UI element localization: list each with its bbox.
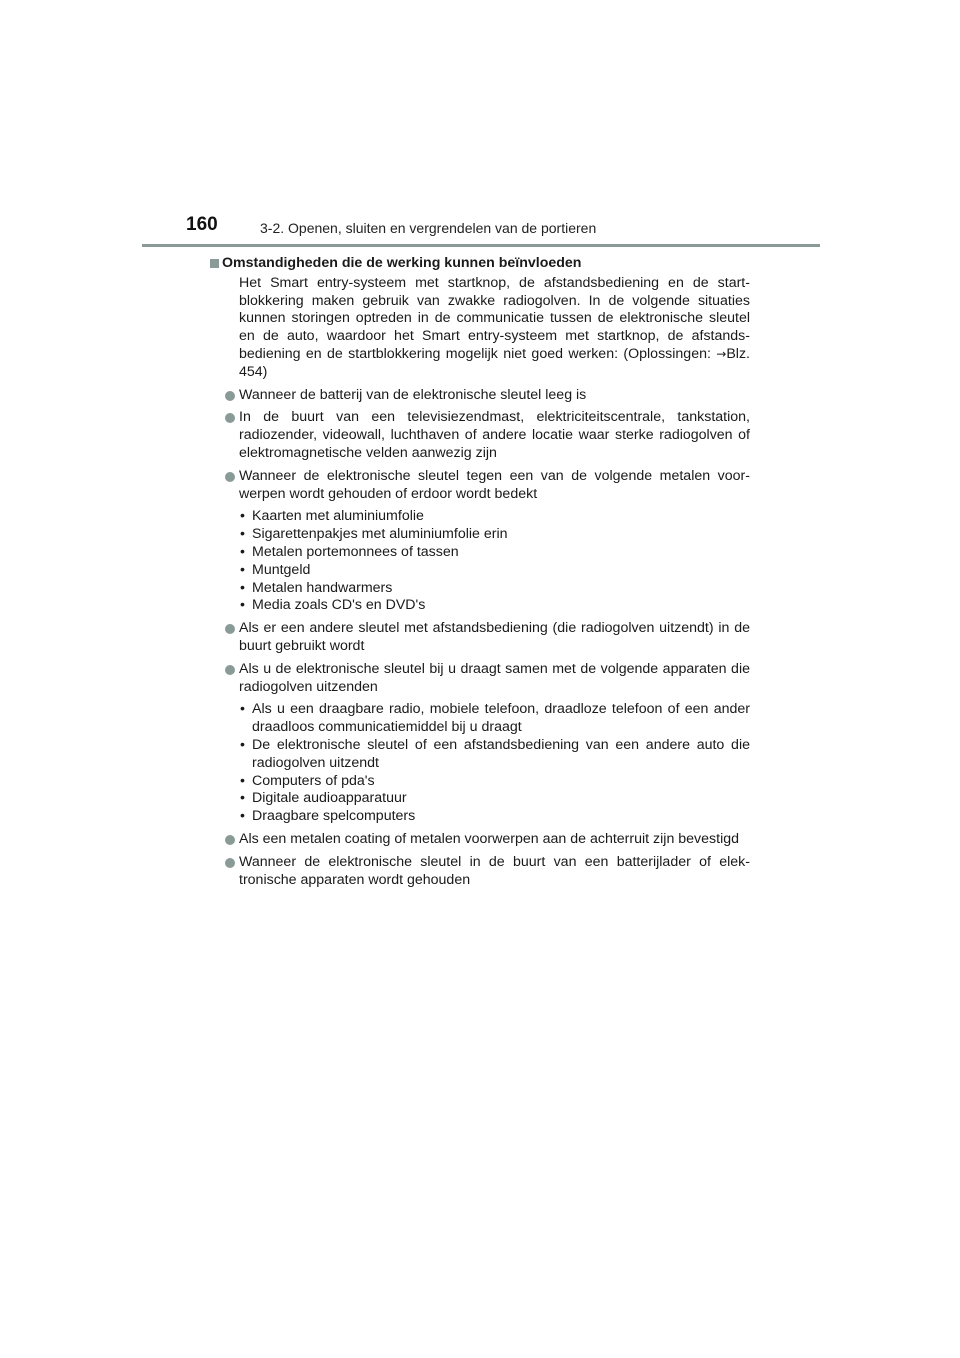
sub-list-item <box>208 808 750 826</box>
sub-list-item <box>208 701 750 737</box>
list-item <box>208 661 750 697</box>
round-bullet-icon <box>225 624 235 634</box>
small-bullet-icon: • <box>240 808 245 825</box>
sub-list-item-text: Media zoals CD's en DVD's <box>252 597 426 614</box>
round-bullet-icon <box>225 835 235 845</box>
round-bullet-icon <box>225 858 235 868</box>
round-bullet-icon <box>225 472 235 482</box>
list-item-text: Als u de elektronische sleutel bij u draagt samen met de volgende apparaten die radiogolven uitzenden <box>239 660 750 695</box>
sub-list-item <box>208 580 750 598</box>
heading-text: Omstandigheden die de werking kunnen beïnvloeden <box>222 255 582 271</box>
list-item-text: Als er een andere sleutel met afstandsbediening (die radiogolven uitzendt) in de buurt gebruikt wordt <box>239 620 750 654</box>
list-item <box>208 387 750 405</box>
sub-list-item-text: Sigarettenpakjes met aluminiumfolie erin <box>252 526 508 543</box>
section-title: 3-2. Openen, sluiten en vergrendelen van de portieren <box>260 220 597 236</box>
page-number: 160 <box>186 214 218 235</box>
sub-list-item <box>208 508 750 526</box>
page-content <box>208 255 750 894</box>
list-item <box>208 409 750 462</box>
list-item-text: In de buurt van een televisiezendmast, elektriciteitscentrale, tankstation, radiozender, videowall, luchthaven of andere locatie waar sterke radiogolven of elektromagnetische velden aanwezig zijn <box>239 409 750 461</box>
small-bullet-icon: • <box>240 526 245 543</box>
small-bullet-icon: • <box>240 701 245 718</box>
square-bullet-icon <box>210 259 219 268</box>
sub-list-item-text: Als u een draagbare radio, mobiele telefoon, draadloze telefoon of een ander draadloos communicatiemiddel bij u draagt <box>252 701 750 736</box>
intro-text: Het Smart entry-systeem met startknop, de afstandsbediening en de startblokkering maken gebruik van zwakke radiogolven. In de volgende situaties kunnen storingen optreden in de communicatie tussen de elektronische sleutel en de auto, waardoor het Smart entry-systeem met startknop, de afstandsbediening en de startblokkering mogelijk niet goed werken: (Oplossingen: <box>239 274 750 362</box>
list-item-text: Wanneer de batterij van de elektronische sleutel leeg is <box>239 386 587 403</box>
sub-list <box>208 508 750 615</box>
sub-list-item-text: Kaarten met aluminiumfolie <box>252 508 424 525</box>
intro-paragraph <box>208 275 750 382</box>
small-bullet-icon: • <box>240 543 245 560</box>
sub-list-item-text: Metalen portemonnees of tassen <box>252 543 459 560</box>
section-heading <box>208 255 750 273</box>
condition-list <box>208 387 750 890</box>
round-bullet-icon <box>225 665 235 675</box>
page-reference: Blz. 454) <box>239 345 750 380</box>
arrow-right-icon: → <box>716 346 727 361</box>
small-bullet-icon: • <box>240 508 245 525</box>
list-item-text: Wanneer de elektronische sleutel in de buurt van een batterijlader of elektronische apparaten wordt gehouden <box>239 853 750 888</box>
sub-list-item <box>208 562 750 580</box>
small-bullet-icon: • <box>240 561 245 578</box>
list-item <box>208 620 750 656</box>
round-bullet-icon <box>225 413 235 423</box>
sub-list-item-text: Metalen handwarmers <box>252 579 393 596</box>
sub-list-item <box>208 790 750 808</box>
sub-list-item <box>208 737 750 773</box>
sub-list-item-text: De elektronische sleutel of een afstandsbediening van een andere auto die radiogolven uitzendt <box>252 736 750 771</box>
sub-list-item-text: Muntgeld <box>252 561 311 578</box>
header-divider <box>142 244 820 247</box>
small-bullet-icon: • <box>240 790 245 807</box>
sub-list-item-text: Digitale audioapparatuur <box>252 790 407 807</box>
sub-list-item <box>208 544 750 562</box>
list-item <box>208 468 750 504</box>
list-item-text: Wanneer de elektronische sleutel tegen een van de volgende metalen voorwerpen wordt gehouden of erdoor wordt bedekt <box>239 467 750 502</box>
small-bullet-icon: • <box>240 736 245 753</box>
list-item-text: Als een metalen coating of metalen voorwerpen aan de achterruit zijn bevestigd <box>239 830 740 847</box>
sub-list-item <box>208 526 750 544</box>
sub-list-item <box>208 597 750 615</box>
small-bullet-icon: • <box>240 579 245 596</box>
round-bullet-icon <box>225 391 235 401</box>
sub-list-item-text: Draagbare spelcomputers <box>252 808 416 825</box>
small-bullet-icon: • <box>240 597 245 614</box>
small-bullet-icon: • <box>240 772 245 789</box>
page-header <box>186 214 820 246</box>
list-item <box>208 831 750 849</box>
sub-list-item-text: Computers of pda's <box>252 772 375 789</box>
list-item <box>208 854 750 890</box>
sub-list <box>208 701 750 826</box>
sub-list-item <box>208 773 750 791</box>
